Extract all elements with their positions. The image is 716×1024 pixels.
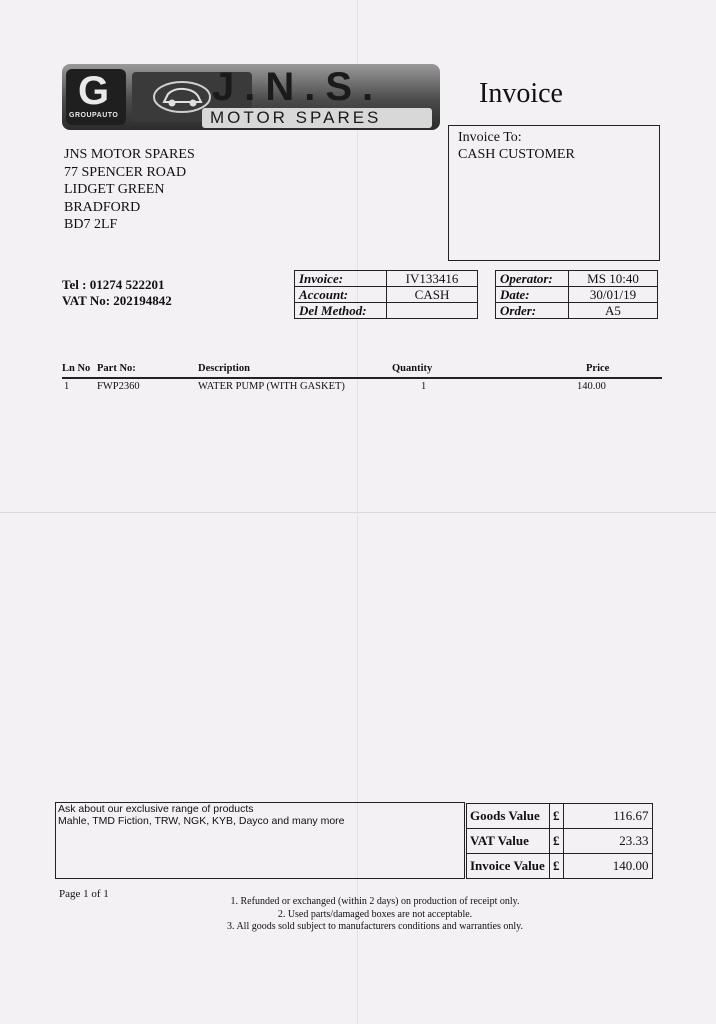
- groupauto-text: GROUPAUTO: [69, 112, 119, 119]
- address-line: BD7 2LF: [64, 217, 118, 232]
- meta-label: Operator:: [496, 271, 569, 287]
- terms-line: 1. Refunded or exchanged (within 2 days) on production of receipt only.: [230, 896, 520, 907]
- terms-line: 2. Used parts/damaged boxes are not acceptable.: [277, 908, 473, 920]
- terms-line: 3. All goods sold subject to manufacturers conditions and warranties only.: [227, 921, 523, 932]
- totals-label: Goods Value: [467, 804, 550, 829]
- invoice-to-label: Invoice To:: [458, 130, 522, 145]
- currency-symbol: £: [550, 804, 564, 829]
- meta-row: [496, 287, 658, 303]
- header-price: Price: [586, 363, 610, 374]
- company-address: [64, 146, 195, 234]
- invoice-to-value: CASH CUSTOMER: [458, 147, 575, 162]
- totals-row: [467, 854, 653, 879]
- meta-value: IV133416: [387, 271, 478, 287]
- meta-label: Date:: [496, 287, 569, 303]
- currency-symbol: £: [550, 829, 564, 854]
- meta-value: CASH: [387, 287, 478, 303]
- logo-name: J.N.S.: [212, 65, 384, 109]
- header-ln-no: Ln No: [62, 363, 91, 374]
- document-title: Invoice: [479, 78, 563, 109]
- totals-table: [466, 803, 653, 879]
- invoice-meta-table: [294, 270, 478, 319]
- header-quantity: Quantity: [392, 363, 433, 374]
- totals-value: 116.67: [563, 804, 652, 829]
- meta-row: [295, 303, 478, 319]
- cell-price: 140.00: [577, 381, 606, 392]
- promo-box: [55, 802, 465, 879]
- meta-label: Invoice:: [295, 271, 387, 287]
- meta-row: [295, 287, 478, 303]
- page-number: Page 1 of 1: [59, 888, 109, 900]
- promo-line: Ask about our exclusive range of products: [58, 803, 254, 815]
- vat-number: VAT No: 202194842: [62, 293, 172, 308]
- header-part-no: Part No:: [97, 363, 136, 374]
- totals-row: [467, 829, 653, 854]
- totals-value: 140.00: [563, 854, 652, 879]
- operator-meta-table: [495, 270, 658, 319]
- fold-line-horizontal: [0, 512, 716, 513]
- groupauto-letter: G: [78, 69, 110, 113]
- logo-tagline: MOTOR SPARES: [210, 108, 382, 127]
- meta-row: [496, 303, 658, 319]
- totals-label: VAT Value: [467, 829, 550, 854]
- line-items-header: [62, 363, 662, 379]
- groupauto-badge: [66, 69, 126, 125]
- totals-label: Invoice Value: [467, 854, 550, 879]
- telephone: Tel : 01274 522201: [62, 277, 165, 292]
- meta-label: Del Method:: [295, 303, 387, 319]
- currency-symbol: £: [550, 854, 564, 879]
- address-line: JNS MOTOR SPARES: [64, 147, 195, 162]
- meta-label: Account:: [295, 287, 387, 303]
- meta-value: A5: [569, 303, 658, 319]
- promo-line: Mahle, TMD Fiction, TRW, NGK, KYB, Dayco and many more: [58, 815, 345, 827]
- company-logo: [62, 64, 440, 130]
- meta-row: [496, 271, 658, 287]
- cell-ln-no: 1: [64, 381, 70, 392]
- terms-and-conditions: [200, 896, 550, 934]
- meta-value: 30/01/19: [569, 287, 658, 303]
- header-description: Description: [198, 363, 250, 374]
- cell-part-no: FWP2360: [97, 381, 140, 392]
- address-line: 77 SPENCER ROAD: [64, 164, 187, 180]
- totals-row: [467, 804, 653, 829]
- cell-quantity: 1: [421, 381, 427, 392]
- cell-description: WATER PUMP (WITH GASKET): [198, 381, 345, 392]
- contact-info: [62, 277, 172, 309]
- meta-value: MS 10:40: [569, 271, 658, 287]
- meta-value: [387, 303, 478, 319]
- meta-row: [295, 271, 478, 287]
- address-line: LIDGET GREEN: [64, 182, 165, 197]
- address-line: BRADFORD: [64, 199, 141, 215]
- invoice-to-box: [448, 125, 660, 261]
- totals-value: 23.33: [563, 829, 652, 854]
- line-item-row: [62, 381, 662, 395]
- meta-label: Order:: [496, 303, 569, 319]
